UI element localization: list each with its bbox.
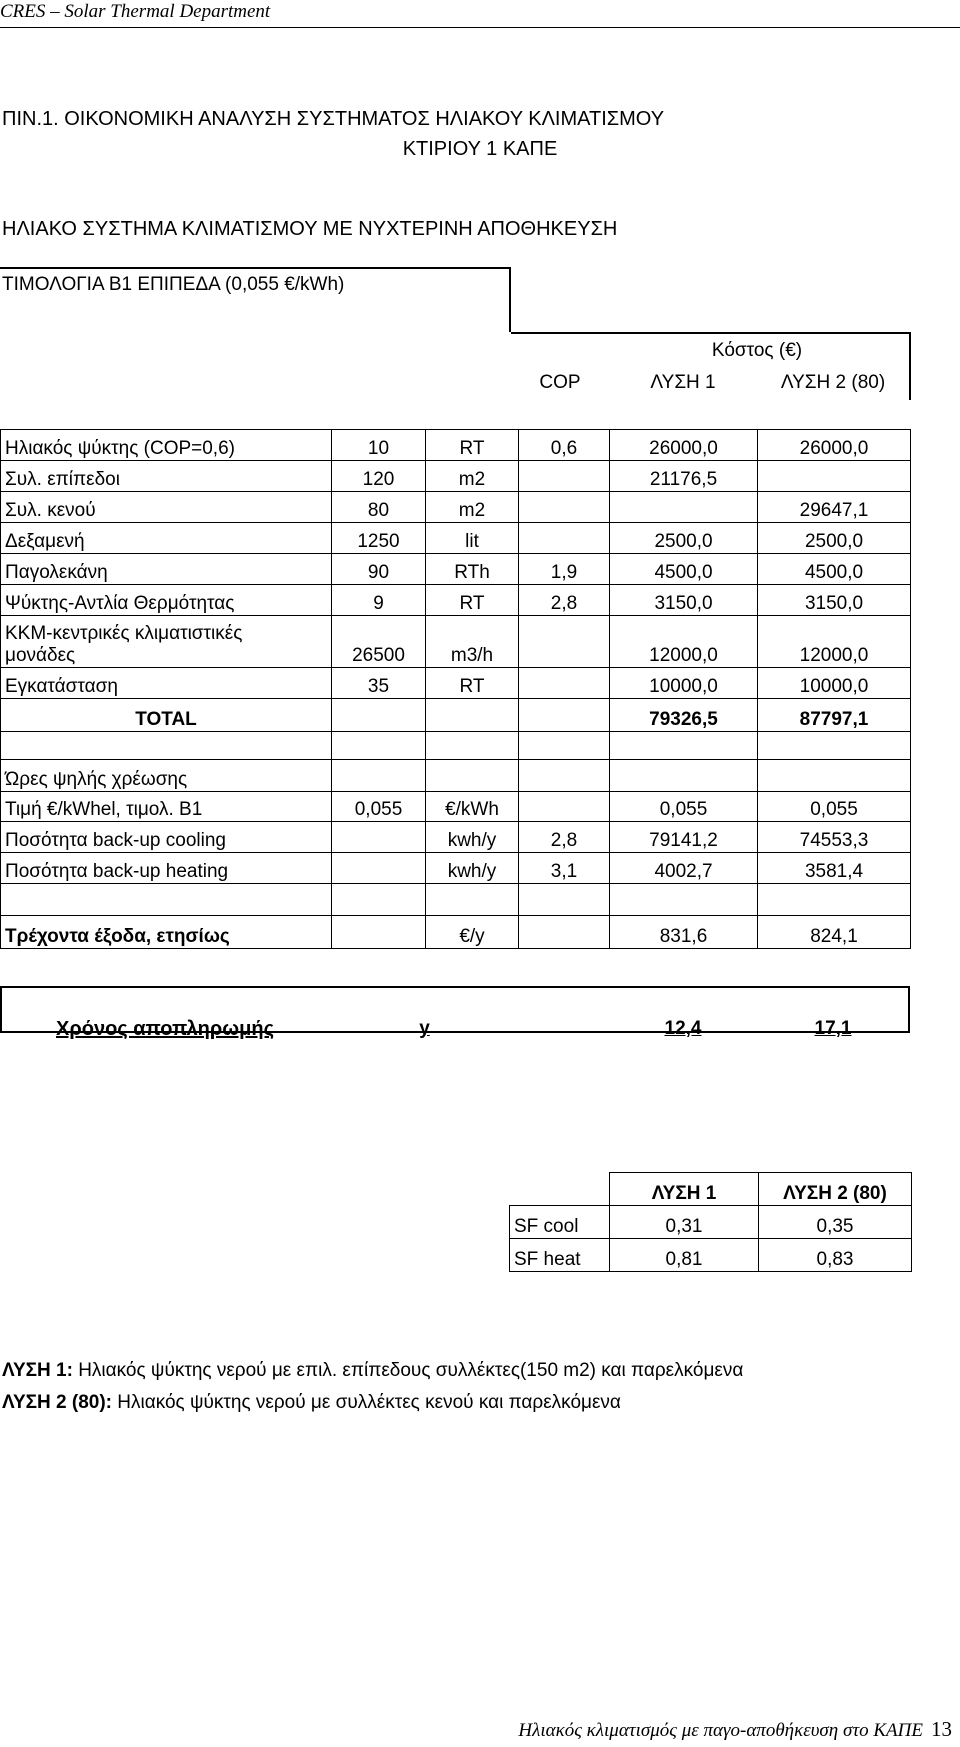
solution2-header: ΛΥΣΗ 2 (80) [780, 372, 886, 393]
total-label: TOTAL [1, 699, 332, 732]
item-cop [519, 792, 610, 822]
item-unit: lit [426, 523, 519, 554]
sf-solution2-header: ΛΥΣΗ 2 (80) [759, 1173, 912, 1206]
item-solution1 [610, 492, 758, 523]
item-qty [332, 822, 426, 853]
payback-solution1: 12,4 [664, 1018, 702, 1039]
sf-solution2: 0,83 [759, 1239, 912, 1272]
item-unit: RTh [426, 554, 519, 585]
item-unit: m2 [426, 492, 519, 523]
item-unit: RT [426, 585, 519, 616]
item-solution1: 10000,0 [610, 668, 758, 699]
running-cost-unit: €/y [426, 916, 519, 949]
item-cop [519, 668, 610, 699]
item-name: Ποσότητα back-up cooling [1, 822, 332, 853]
item-unit: RT [426, 668, 519, 699]
item-qty: 26500 [332, 616, 426, 668]
sf-solution1: 0,31 [610, 1206, 759, 1239]
item-cop: 2,8 [519, 585, 610, 616]
table-row [1, 492, 911, 523]
item-solution1: 3150,0 [610, 585, 758, 616]
item-solution2: 12000,0 [758, 616, 911, 668]
item-solution2: 29647,1 [758, 492, 911, 523]
item-solution1: 12000,0 [610, 616, 758, 668]
note-key: ΛΥΣΗ 1: [2, 1360, 73, 1381]
item-qty: 80 [332, 492, 426, 523]
item-name: Τιμή €/kWhel, τιμολ. Β1 [1, 792, 332, 822]
item-solution1: 26000,0 [610, 430, 758, 461]
item-solution1: 21176,5 [610, 461, 758, 492]
item-name: Ψύκτης-Αντλία Θερμότητας [1, 585, 332, 616]
payback-label: Χρόνος αποπληρωμής [56, 1018, 274, 1040]
item-name: Συλ. κενού [1, 492, 332, 523]
sf-solution1-header: ΛΥΣΗ 1 [610, 1173, 759, 1206]
solar-fraction-table [509, 1172, 912, 1272]
table-row [1, 792, 911, 822]
table-row [1, 523, 911, 554]
item-name-line1: ΚΚΜ-κεντρικές κλιματιστικές [5, 623, 243, 644]
item-cop: 3,1 [519, 853, 610, 884]
item-cop [519, 616, 610, 668]
total-row [1, 699, 911, 732]
item-cop: 2,8 [519, 822, 610, 853]
table-row [1, 822, 911, 853]
item-name: Ηλιακός ψύκτης (COP=0,6) [1, 430, 332, 461]
note-text: Ηλιακός ψύκτης νερού με συλλέκτες κενού και παρελκόμενα [111, 1392, 621, 1413]
item-unit: kwh/y [426, 822, 519, 853]
table-row [1, 853, 911, 884]
item-solution2: 74553,3 [758, 822, 911, 853]
total-solution2: 87797,1 [758, 699, 911, 732]
sf-header-row [510, 1173, 912, 1206]
table-row [510, 1206, 912, 1239]
table-row [1, 430, 911, 461]
running-header-text: CRES – Solar Thermal Department [0, 1, 271, 22]
payback-solution2: 17,1 [814, 1018, 852, 1039]
item-qty: 35 [332, 668, 426, 699]
table-row [1, 585, 911, 616]
item-unit: m2 [426, 461, 519, 492]
item-unit: m3/h [426, 616, 519, 668]
item-name: Ποσότητα back-up heating [1, 853, 332, 884]
item-name: Παγολεκάνη [1, 554, 332, 585]
spacer-row [1, 732, 911, 760]
table-title-line1: ΠΙΝ.1. ΟΙΚΟΝΟΜΙΚΗ ΑΝΑΛΥΣΗ ΣΥΣΤΗΜΑΤΟΣ ΗΛΙΑΚΟΥ ΚΛΙΜΑΤΙΣΜΟΥ [2, 108, 665, 130]
tariff-label: ΤΙΜΟΛΟΓΙΑ Β1 ΕΠΙΠΕΔΑ (0,055 €/kWh) [2, 274, 345, 295]
item-qty [332, 853, 426, 884]
solution1-header: ΛΥΣΗ 1 [650, 372, 716, 393]
peak-hours-row [1, 760, 911, 792]
item-cop: 1,9 [519, 554, 610, 585]
item-qty: 90 [332, 554, 426, 585]
note-solution1 [2, 1360, 743, 1382]
item-solution1: 4002,7 [610, 853, 758, 884]
table-row [1, 461, 911, 492]
running-header [0, 0, 960, 28]
sf-label: SF heat [510, 1239, 610, 1272]
item-solution2: 26000,0 [758, 430, 911, 461]
item-cop: 0,6 [519, 430, 610, 461]
running-cost-solution1: 831,6 [610, 916, 758, 949]
running-cost-row [1, 916, 911, 949]
item-solution2 [758, 461, 911, 492]
item-solution2: 3581,4 [758, 853, 911, 884]
item-solution2: 0,055 [758, 792, 911, 822]
cost-table [0, 429, 911, 949]
item-unit: €/kWh [426, 792, 519, 822]
item-cop [519, 461, 610, 492]
item-solution2: 3150,0 [758, 585, 911, 616]
sf-solution2: 0,35 [759, 1206, 912, 1239]
item-name: Συλ. επίπεδοι [1, 461, 332, 492]
item-unit: RT [426, 430, 519, 461]
item-solution1: 0,055 [610, 792, 758, 822]
item-qty: 120 [332, 461, 426, 492]
note-solution2 [2, 1392, 621, 1414]
sf-solution1: 0,81 [610, 1239, 759, 1272]
running-cost-solution2: 824,1 [758, 916, 911, 949]
item-solution2: 10000,0 [758, 668, 911, 699]
item-name: Εγκατάσταση [1, 668, 332, 699]
item-solution2: 4500,0 [758, 554, 911, 585]
table-row [1, 668, 911, 699]
running-cost-label: Τρέχοντα έξοδα, ετησίως [1, 916, 332, 949]
payback-unit: y [419, 1018, 430, 1039]
cost-header-label: Κόστος (€) [711, 340, 803, 361]
item-qty: 10 [332, 430, 426, 461]
table-title-line2: ΚΤΙΡΙΟΥ 1 ΚΑΠΕ [402, 138, 558, 160]
system-subtitle: ΗΛΙΑΚΟ ΣΥΣΤΗΜΑ ΚΛΙΜΑΤΙΣΜΟΥ ΜΕ ΝΥΧΤΕΡΙΝΗ ΑΠΟΘΗΚΕΥΣΗ [2, 218, 618, 240]
table-row [510, 1239, 912, 1272]
item-name-line2: μονάδες [5, 645, 76, 666]
item-solution1: 79141,2 [610, 822, 758, 853]
item-solution1: 2500,0 [610, 523, 758, 554]
note-text: Ηλιακός ψύκτης νερού με επιλ. επίπεδους συλλέκτες(150 m2) και παρελκόμενα [72, 1360, 744, 1381]
note-key: ΛΥΣΗ 2 (80): [2, 1392, 112, 1413]
page-number: 13 [931, 1717, 952, 1741]
table-row [1, 554, 911, 585]
item-solution2: 2500,0 [758, 523, 911, 554]
item-qty: 9 [332, 585, 426, 616]
peak-hours-label: Ώρες ψηλής χρέωσης [1, 760, 332, 792]
item-qty: 0,055 [332, 792, 426, 822]
item-name [1, 616, 332, 668]
gap-row [1, 884, 911, 916]
page-footer [518, 1717, 952, 1742]
cop-header: COP [539, 372, 581, 393]
item-solution1: 4500,0 [610, 554, 758, 585]
table-row [1, 616, 911, 668]
item-cop [519, 523, 610, 554]
item-unit: kwh/y [426, 853, 519, 884]
item-name: Δεξαμενή [1, 523, 332, 554]
item-cop [519, 492, 610, 523]
sf-label: SF cool [510, 1206, 610, 1239]
total-solution1: 79326,5 [610, 699, 758, 732]
item-qty: 1250 [332, 523, 426, 554]
footer-text: Ηλιακός κλιματισμός με παγο-αποθήκευση στο ΚΑΠΕ [518, 1720, 923, 1741]
